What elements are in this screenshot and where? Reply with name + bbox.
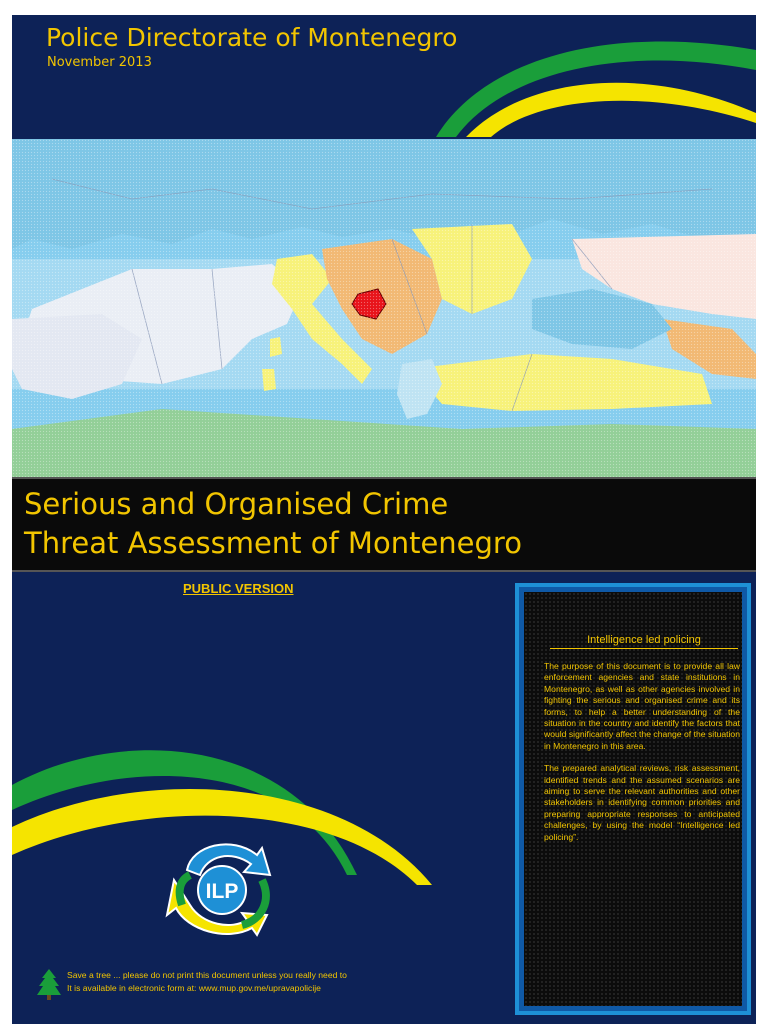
- swoosh-top-icon: [416, 15, 756, 137]
- infobox-text: [544, 661, 740, 854]
- infobox-heading: Intelligence led policing: [550, 634, 738, 649]
- map-graphic: [12, 139, 756, 479]
- footer-line1: Save a tree ... please do not print this document unless you really need to: [67, 970, 347, 980]
- ilp-recycle-arrows-icon: [162, 830, 282, 940]
- public-version-label: PUBLIC VERSION: [183, 581, 294, 596]
- footer: [67, 969, 347, 995]
- page-title: Police Directorate of Montenegro: [46, 23, 458, 52]
- ilp-logo: [162, 830, 282, 945]
- cover-page: [12, 15, 756, 1024]
- infobox-inner: [524, 592, 742, 1006]
- report-title-line1: Serious and Organised Crime: [24, 487, 449, 521]
- intelligence-led-policing-box: [515, 583, 751, 1015]
- tree-icon: [36, 967, 62, 1001]
- report-title-bar: [12, 477, 756, 572]
- publication-date: November 2013: [47, 55, 152, 70]
- infobox-paragraph-2: The prepared analytical reviews, risk assessment, identified trends and the assumed scenarios are aiming to serve the relevant authorities and other stakeholders in identifying common priorities and preparing appropriate responses to anticipated challenges, by using the model “Intelligence led policing”.: [544, 763, 740, 842]
- report-title-line2: Threat Assessment of Montenegro: [24, 526, 522, 560]
- ilp-logo-text: ILP: [205, 880, 239, 903]
- header: [12, 15, 756, 137]
- europe-map: [12, 139, 756, 479]
- footer-line2: It is available in electronic form at: www.mup.gov.me/upravapolicije: [67, 983, 321, 993]
- infobox-paragraph-1: The purpose of this document is to provide all law enforcement agencies and state institutions in Montenegro, as well as other agencies involved in fighting the serious and organised crime and its forms, to help a better understanding of the situation in the country and identify the factors that would significantly affect the change of the situation in Montenegro in this area.: [544, 661, 740, 751]
